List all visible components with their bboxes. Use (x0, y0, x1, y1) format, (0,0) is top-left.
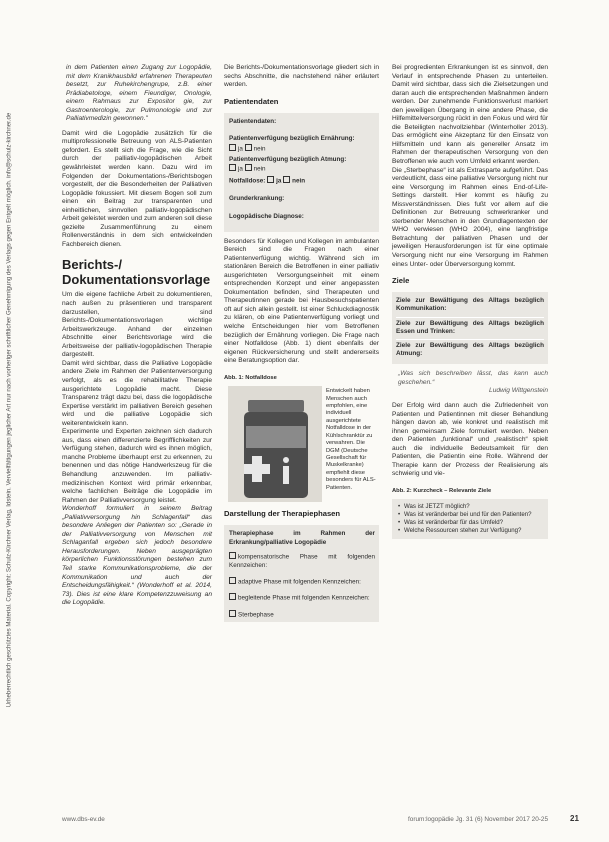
form-title: Patientendaten: (229, 117, 277, 125)
paragraph: Damit wird sichtbar, dass die Palliative Logopädie andere Ziele im Rahmen der Patientenversorgung verfolgt, als es die rehabilitative Therapie ausgerichtete Logopädie macht. Diese Transparenz trägt dazu bei, dass die logopädische Expertise verstärkt im palliativen Bereich gesehen wird und die palliative Logopädie sich weiterentwickeln kann. (62, 359, 212, 427)
paragraph: Um die eigene fachliche Arbeit zu dokumentieren, nach außen zu präsentieren und transparent darzustellen, sind Berichts-/Dokumentationsvorlagen wichtige Arbeitswerkzeuge. Anhand der einzelnen Abschnitte einer Berichtsvorlage wird die Arbeitsweise der palliativ-logopädischen Therapie dargestellt. (62, 291, 212, 359)
phase-item: kompensatorische Phase mit folgenden Kennzeichen: (229, 553, 375, 570)
quote-text: „Was sich beschreiben lässt, das kann auch geschehen.“ (398, 370, 548, 386)
checklist-item: • Was ist JETZT möglich? (398, 503, 544, 511)
paragraph: Der Erfolg wird dann auch die Zufriedenheit von Patienten und Patientinnen mit dieser Behandlung hängen davon ab, wie konkret und realistisch mit ihnen gemeinsam Ziele formuliert werden. Neben den Patienten „funktional“ und „realistisch“ spielt auch die individuelle Bedeutsamkeit für den Patienten, die Patientin eine Rolle. Während der Therapie kann der Prozess der Realisierung als schwierig und vie- (392, 401, 548, 478)
checkbox-icon (245, 144, 252, 151)
paragraph: Die Berichts-/Dokumentationsvorlage gliedert sich in sechs Abschnitte, die nachstehend näher erläutert werden. (224, 64, 379, 89)
column-right (392, 64, 548, 539)
paragraph-quote: Wonderhoff formuliert in seinem Beitrag „Palliativversorgung hin Schlagenfall“ das besondere Anliegen der Patienten so: „Gerade in der Palliativversorgung von Menschen mit Schlaganfall ergeben sich jedoch besondere Herausforderungen. Neben ausgeprägten körperlichen Funktionsstörungen bestehen zum Teil starke Kommunikationsprobleme, die der Kommunikation und auch der Entscheidungsfähigkeit.“ (Wonderhoff et al. 2014, 73). Dies ist eine klare Kompetenzzuweisung an die Logopädie. (62, 505, 212, 607)
wittgenstein-quote (392, 370, 548, 396)
checklist-item: • Welche Ressourcen stehen zur Verfügung? (398, 527, 544, 535)
checklist-box (392, 499, 548, 538)
quote-author: Ludwig Wittgenstein (489, 387, 548, 395)
form-diagnosis: Logopädische Diagnose: (229, 212, 304, 220)
checkbox-icon (245, 164, 252, 171)
emergency-can-image (228, 386, 322, 502)
phase-item: begleitende Phase mit folgenden Kennzeichen: (229, 593, 375, 603)
section-heading-therapiephasen: Darstellung der Therapiephasen (224, 509, 341, 519)
checkbox-icon (229, 144, 236, 151)
checkbox-icon (267, 176, 274, 183)
form-emergency-can: Notfalldose: ja nein (229, 177, 306, 185)
form-options-nutrition: ja nein (229, 144, 375, 154)
checklist-item: • Was ist veränderbar für das Umfeld? (398, 519, 544, 527)
section-heading-berichtsvorlage: Berichts-/ Dokumentationsvorlage (62, 257, 211, 288)
goal-item: Ziele zur Bewältigung des Alltags bezüglich Atmung: (396, 341, 544, 358)
section-heading-ziele: Ziele (392, 276, 410, 286)
goal-item: Ziele zur Bewältigung des Alltags bezüglich Essen und Trinken: (396, 318, 544, 340)
checkbox-icon (283, 176, 290, 183)
checklist-item: • Was ist veränderbar bei und für den Patienten? (398, 511, 544, 519)
footer-url: www.dbs-ev.de (62, 816, 105, 823)
checkbox-icon (229, 164, 236, 171)
checkbox-icon (229, 577, 236, 584)
checkbox-icon (229, 552, 236, 559)
phase-box-title: Therapiephase im Rahmen der Erkrankung/palliative Logopädie (229, 530, 375, 547)
paragraph: Besonders für Kollegen und Kollegen im ambulanten Bereich sind die Fragen nach einer Patientenverfügung wichtig. Während sich im stationären Bereich die Betroffenen in einer palliativ ausgerichteten Versorgungseinheit mit einem entsprechenden Konzept und einer angepassten Dokumentation befinden, sind Therapeuten und Therapeutinnen gerade bei Hausbesuchspatienten oft auf sich allein gestellt. Ist einer Schluckdiagnostik zu klären, ob eine Patientenverfügung vorliegt und welche Entscheidungen hier vom Betroffenen bezüglich der Ernährung vorliegen. Die Frage nach einer Notfalldose (Abb. 1) dient ebenfalls der eigenen Rückversicherung und stellt andererseits eine Beratungsoption dar. (224, 237, 379, 365)
paragraph: Experimente und Experten zeichnen sich dadurch aus, dass einen differenzierte Begrifflichkeiten zur Verfügung stehen, dadurch wird es ihnen möglich, manche Probleme überhaupt erst zu erkennen, zu benennen und das nötige Handwerkszeug für die Behandlung anzuwenden. Im palliativ-medizinischen Kontext wird primär erkennbar, welche fachlichen Beiträge die Logopädie im Rahmen der Palliativversorgung leistet. (62, 428, 212, 504)
form-question-breathing: Patientenverfügung bezüglich Atmung: (229, 155, 347, 163)
paragraph: Damit wird die Logopädie zusätzlich für die multiprofessionelle Betreuung von ALS-Patienten gefordert. Es stellt sich die Frage, wie die Sicht durch der palliativ-logopädischen Arbeit gewährleistet werden kann. Dazu wird im Folgenden der Dokumentations-/Berichtsbogen vorgestellt, der die Besonderheiten der Palliativen Logopädie fokussiert. Mit diesem Bogen soll zum einen ein Beitrag zur transparenten und einheitlichen, sinnvollen palliativ-logopädischen Arbeit geleistet werden und zum anderen soll diese gezielte Zusammenführung zu einem Rollenverständnis in dem sich entwickelnden Fachbereich dienen. (62, 129, 212, 248)
form-options-breathing: ja nein (229, 164, 375, 174)
form-base-disease: Grunderkrankung: (229, 194, 285, 202)
paragraph: Die „Sterbephase“ ist als Extrasparte aufgeführt. Das verdeutlicht, dass eine palliative Versorgung nicht nur eine Versorgung im Rahmen eines End-of-Life-Settings darstellt. Hier kommt es häufig zu Missverständnissen. Dies fußt vor allem auf die Definitionen zur Betreuung schwerkranker und sterbender Menschen in den Grundlagentexten der WHO verwiesen (WHO 2004), eine langfristige Betrachtung der palliativen Phasen und der jeweiligen Herausforderungen ist für eine optimale Versorgung nicht nur eine Versorgung im Rahmen eines Unter- oder Überversorgung kommt. (392, 166, 548, 268)
patient-form-box (224, 113, 379, 232)
checklist-caption: Abb. 2: Kurzcheck – Relevante Ziele (392, 487, 492, 494)
figure-emergency-can (224, 386, 379, 502)
phase-item: Sterbephase (229, 610, 375, 620)
checkbox-icon (229, 593, 236, 600)
phase-form-box (224, 525, 379, 622)
footer-journal: forum:logopädie Jg. 31 (6) November 2017 20-25 (408, 816, 548, 823)
column-middle (224, 64, 379, 628)
form-question-nutrition: Patientenverfügung bezüglich Ernährung: (229, 135, 355, 143)
page-number: 21 (570, 814, 579, 823)
checkbox-icon (229, 610, 236, 617)
phase-item: adaptive Phase mit folgenden Kennzeichen: (229, 577, 375, 587)
column-left (62, 64, 212, 608)
intro-quote: in dem Patienten einen Zugang zur Logopädie, mit dem Kranikhausbild erfahrenen Therapeuten besetzt, zur Ruhekirchengrupe, z.B. einer Prädiabetologe, einem Fieundiger, Onologie, einem Rahmaus zur Expositor gie, zur Gastroenterologie, zur Pulmonologie und zur Palliativmedizin gewonnen." (66, 64, 212, 123)
section-heading-patientendaten: Patientendaten (224, 96, 279, 106)
figure-caption: Abb. 1: Notfalldose (224, 374, 277, 381)
figure-description: Entwickelt haben Menschen auch empfohlen, eine individuell ausgerichtete Notfalldose in der Kühlschranktür zu verwahren. Die DGM (Deutsche Gesellschaft für Muskelkranke) empfiehlt diese besonders für ALS-Patienten. (326, 388, 376, 491)
goals-box (392, 292, 548, 364)
side-copyright-note: Urheberrechtlich geschütztes Material. Copyright: Schulz-Kirchner Verlag, Idstein. Vervielfältigungen jeglicher Art nur nach vorheriger schriftlicher Genehmigung des Verlags gegen Entgelt möglich. info@schulz-kirchner.de (5, 112, 13, 708)
goal-item: Ziele zur Bewältigung des Alltags bezüglich Kommunikation: (396, 295, 544, 317)
paragraph: Bei progredienten Erkrankungen ist es sinnvoll, den Verlauf in entsprechende Phasen zu unterteilen. Damit wird sichtbar, dass sich die Zielsetzungen und daran auch die entsprechenden Maßnahmen ändern werden. Der zunehmende Funktionsverlust markiert den jeweiligen Übergang in eine andere Phase, die Hilfemittelversorgung rückt in den Fokus und wird für die Beteiligten nachvollziehbar (Winterholler 2013). Das ermöglicht eine Akzeptanz für den Einsatz von Hilfsmitteln und kann als genereller Ansatz im Rahmen der therapeutischen Versorgung von den Betroffenen wie auch vom Umfeld erkannt werden. (392, 64, 548, 166)
